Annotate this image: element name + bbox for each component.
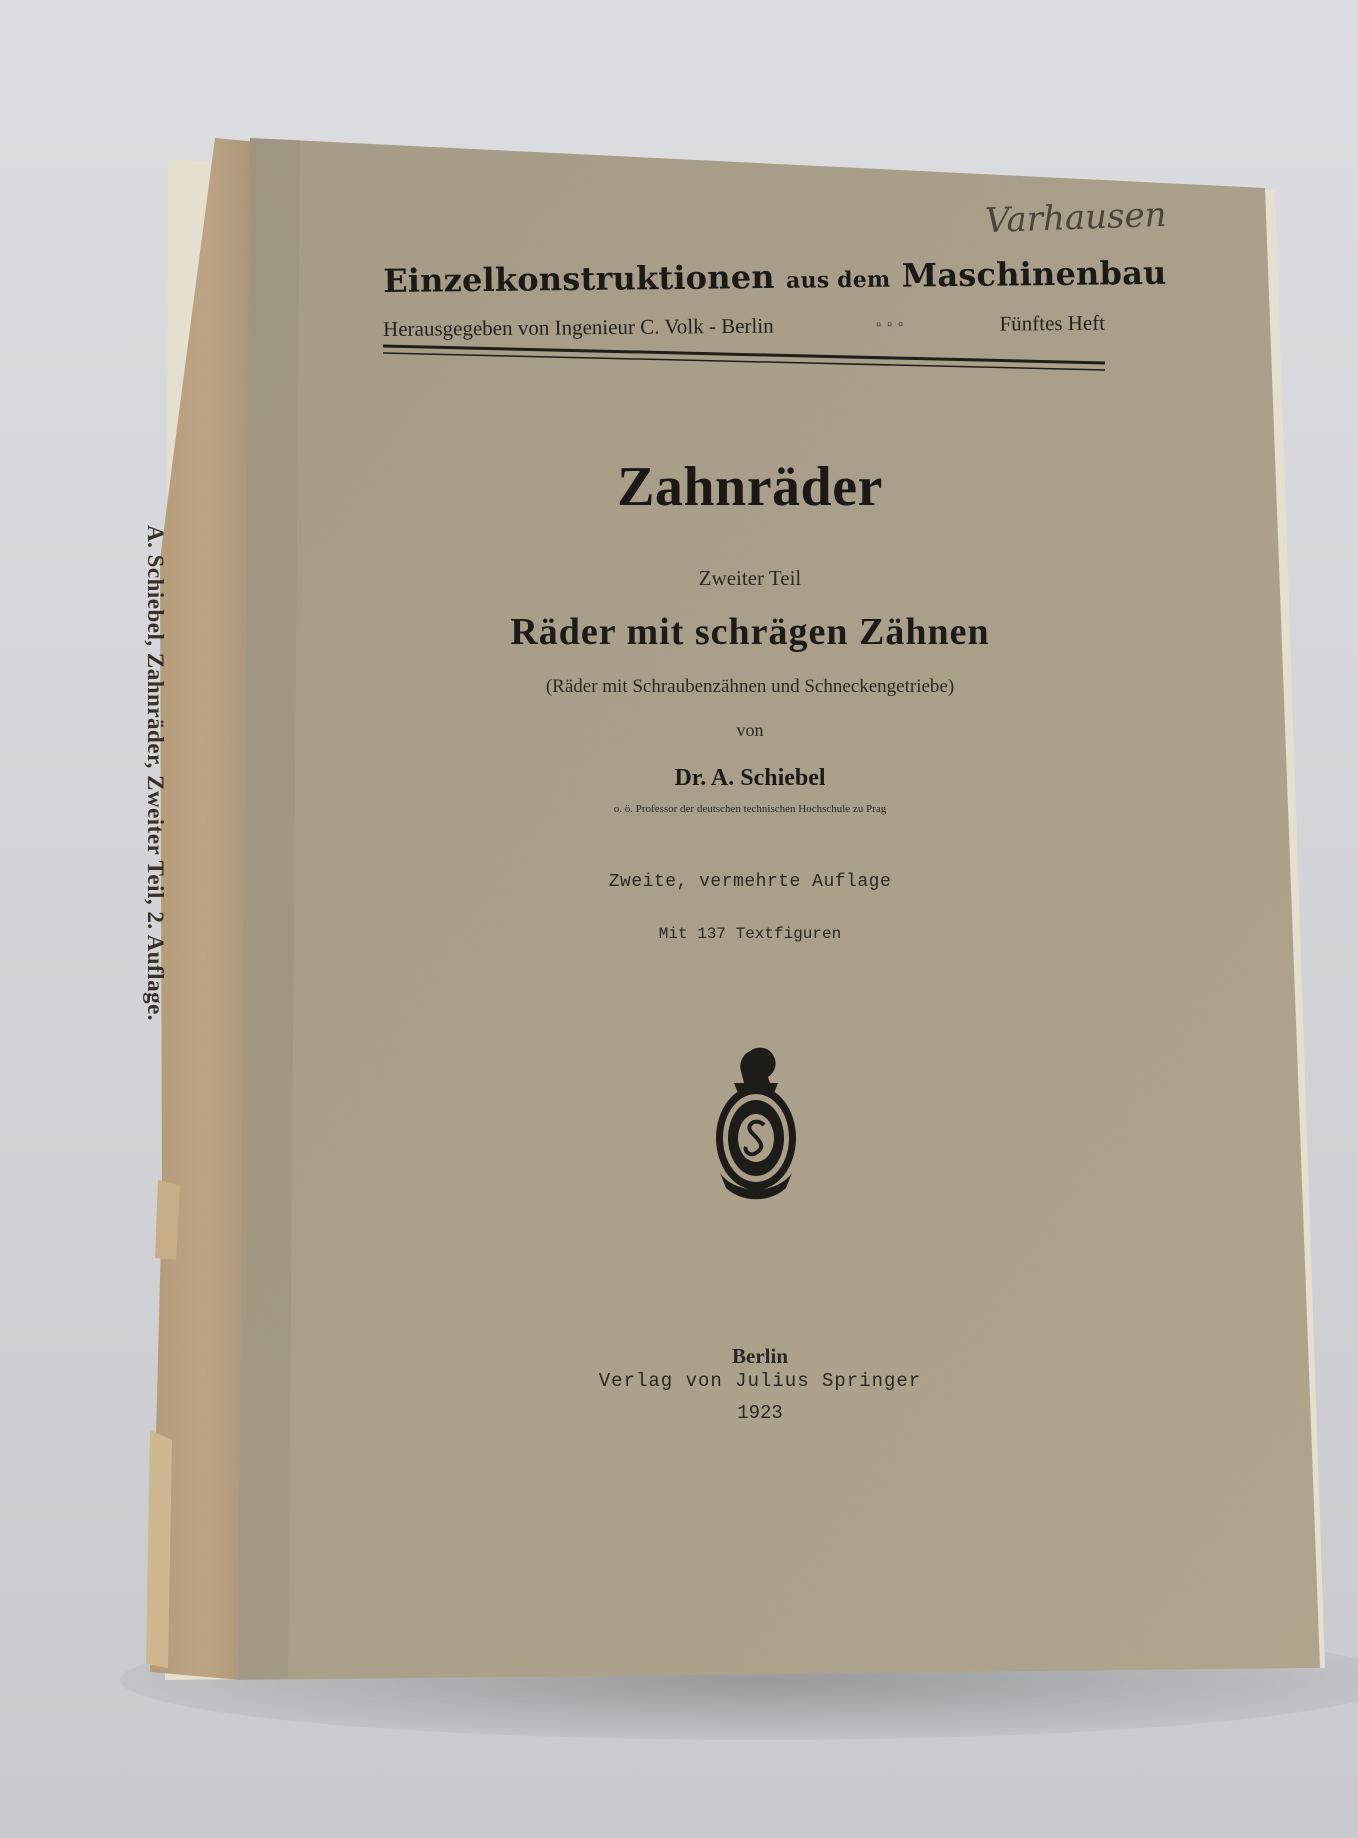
publisher-name: Verlag von Julius Springer [598, 1370, 922, 1392]
spine-tear [146, 1430, 172, 1668]
series-title-end: Maschinenbau [901, 253, 1167, 295]
editor-credit: Herausgegeben von Ingenieur C. Volk - Berlin [383, 313, 774, 341]
series-title-mid: aus dem [785, 266, 891, 294]
by-label: von [736, 720, 764, 740]
figures-note: Mit 137 Textfiguren [658, 925, 842, 943]
subtitle-parenthetical: (Räder mit Schraubenzähnen und Schneckengetriebe) [545, 676, 955, 697]
author-affiliation: o. ö. Professor der deutschen technischen Hochschule zu Prag [613, 803, 887, 815]
ornament-boxes: ▫▫▫ [876, 316, 910, 333]
issue-number: Fünftes Heft [999, 310, 1106, 336]
part-label: Zweiter Teil [698, 566, 802, 590]
publication-year: 1923 [737, 1402, 783, 1424]
spine-label: A. Schiebel, Zahnräder, Zweiter Teil, 2. Auflage. [143, 525, 168, 1022]
author-name: Dr. A. Schiebel [674, 765, 826, 791]
series-title-main: Einzelkonstruktionen [383, 257, 775, 300]
edition-note: Zweite, vermehrte Auflage [608, 872, 892, 892]
publication-place: Berlin [732, 1344, 788, 1368]
book-title: Zahnräder [617, 456, 883, 518]
book-subtitle: Räder mit schrägen Zähnen [510, 611, 990, 653]
handwritten-signature: Varhausen [984, 194, 1168, 242]
